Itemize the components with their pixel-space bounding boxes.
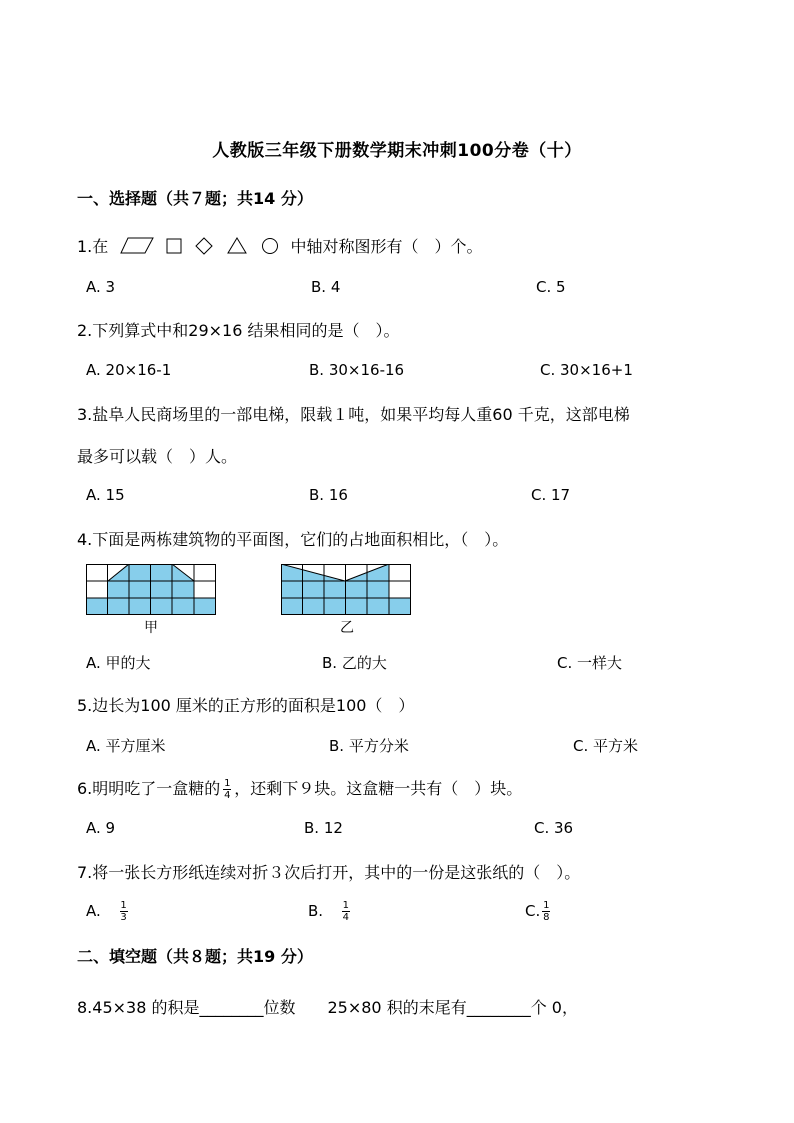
q5-option-a[interactable]: A. 平方厘米 <box>86 737 166 755</box>
q6-option-b[interactable]: B. 12 <box>304 819 343 837</box>
q7-option-c[interactable]: C. $\frac{1}{8}$ <box>525 900 550 923</box>
question-8: 8.45×38 的积是________位数 25×80 积的末尾有________个 0， <box>77 998 578 1017</box>
page-title: 人教版三年级下册数学期末冲刺100分卷（十） <box>212 141 582 161</box>
fraction-one-eighth: $\frac{1}{8}$ <box>543 900 550 923</box>
question-2: 2.下列算式中和29×16 结果相同的是（ ）。 <box>77 321 400 340</box>
floor-plan-yi <box>281 564 413 615</box>
q2-option-b[interactable]: B. 30×16-16 <box>309 361 405 379</box>
fraction-one-quarter-b: $\frac{1}{4}$ <box>342 900 350 923</box>
q4-option-a[interactable]: A. 甲的大 <box>86 654 151 672</box>
plan-label-jia: 甲 <box>144 620 158 636</box>
q3-option-b[interactable]: B. 16 <box>309 486 348 504</box>
question-6 <box>77 776 522 801</box>
q6-option-a[interactable]: A. 9 <box>86 819 116 837</box>
q5-option-b[interactable]: B. 平方分米 <box>329 737 409 755</box>
question-4: 4.下面是两栋建筑物的平面图，它们的占地面积相比，（ ）。 <box>77 530 509 549</box>
q1-option-a[interactable]: A. 3 <box>86 278 116 296</box>
triangle-icon <box>228 238 246 253</box>
floor-plan-jia <box>86 564 218 615</box>
question-3-line-2: 最多可以载（ ）人。 <box>77 447 238 466</box>
square-icon <box>167 239 181 253</box>
q3-option-c[interactable]: C. 17 <box>531 486 571 504</box>
plan-label-yi: 乙 <box>340 620 354 636</box>
q2-option-a[interactable]: A. 20×16-1 <box>86 361 172 379</box>
q6-option-c[interactable]: C. 36 <box>534 819 574 837</box>
question-1 <box>77 234 482 260</box>
fraction-one-third: $\frac{1}{3}$ <box>120 900 127 923</box>
q4-option-c[interactable]: C. 一样大 <box>557 654 623 672</box>
question-7: 7.将一张长方形纸连续对折３次后打开，其中的一份是这张纸的（ ）。 <box>77 863 581 882</box>
diamond-icon <box>196 238 212 254</box>
q1-option-c[interactable]: C. 5 <box>536 278 566 296</box>
q7-option-a[interactable]: A. $\frac{1}{3}$ <box>86 900 127 923</box>
question-5: 5.边长为100 厘米的正方形的面积是100（ ） <box>77 696 415 715</box>
question-6-prefix: 6.明明吃了一盒糖的 <box>77 779 221 798</box>
shape-row <box>113 236 285 260</box>
parallelogram-icon <box>121 238 153 253</box>
section-heading-fill: 二、填空题（共８题；共19 分） <box>77 947 313 966</box>
question-3-line-1: 3.盐阜人民商场里的一部电梯，限载１吨，如果平均每人重60 千克，这部电梯 <box>77 405 630 424</box>
q7-option-b[interactable]: B. $\frac{1}{4}$ <box>308 900 350 923</box>
circle-icon <box>263 238 278 253</box>
question-1-suffix: 中轴对称图形有（ ）个。 <box>290 237 483 256</box>
q4-option-b[interactable]: B. 乙的大 <box>322 654 387 672</box>
fraction-one-quarter: $\frac{1}{4}$ <box>224 778 231 801</box>
q3-option-a[interactable]: A. 15 <box>86 486 125 504</box>
section-heading-choice: 一、选择题（共７题；共14 分） <box>77 189 313 208</box>
q2-option-c[interactable]: C. 30×16+1 <box>540 361 633 379</box>
q1-option-b[interactable]: B. 4 <box>311 278 341 296</box>
q5-option-c[interactable]: C. 平方米 <box>573 737 639 755</box>
question-6-suffix: ，还剩下９块。这盒糖一共有（ ）块。 <box>234 779 523 798</box>
question-1-prefix: 1.在 <box>77 237 109 256</box>
